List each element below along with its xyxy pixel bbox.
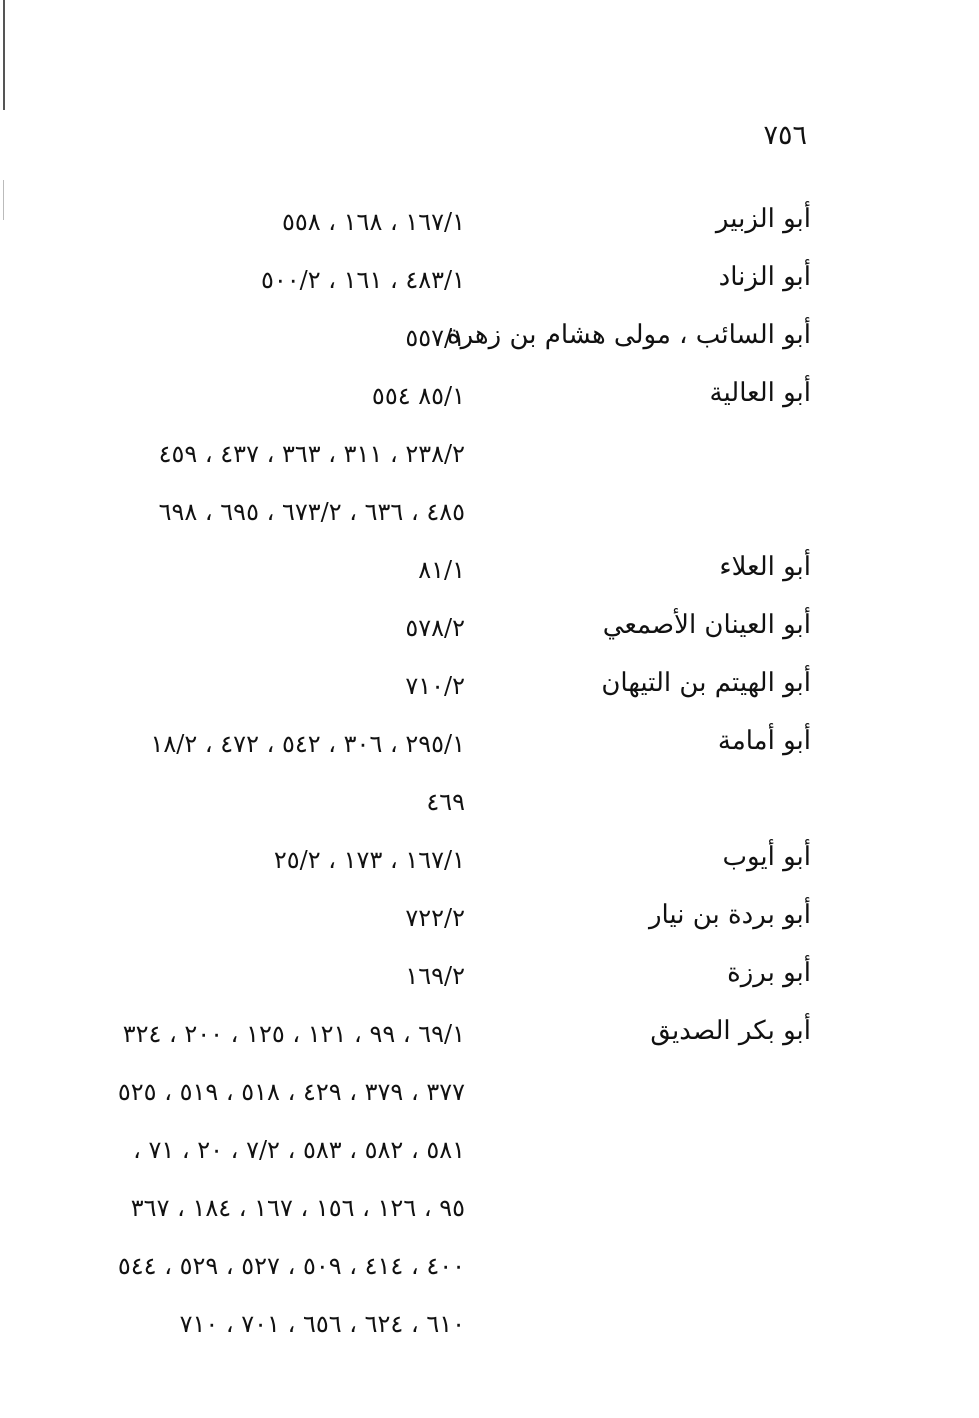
entry-name: أبو العالية	[709, 378, 811, 408]
entry-name: أبو بكر الصديق	[650, 1016, 811, 1046]
reference-line: ٨٥/١ ٥٥٤	[371, 382, 465, 410]
index-entry	[0, 1005, 979, 1353]
page-number: ٧٥٦	[763, 120, 807, 151]
reference-line: ٥٥٧/١	[405, 324, 465, 352]
reference-line: ٦١٠ ، ٦٢٤ ، ٦٥٦ ، ٧٠١ ، ٧١٠	[179, 1310, 465, 1338]
reference-line: ١٦٩/٢	[405, 962, 465, 990]
entry-references	[80, 193, 465, 251]
entry-references	[80, 715, 465, 831]
entry-name: أبو الهيتم بن التيهان	[601, 668, 811, 698]
reference-line: ٤٨٣/١ ، ١٦١ ، ٥٠٠/٢	[260, 266, 465, 294]
entry-name: أبو أيوب	[722, 842, 811, 872]
index-entry	[0, 367, 979, 425]
entry-references	[80, 889, 465, 947]
reference-line: ٢٣٨/٢ ، ٣١١ ، ٣٦٣ ، ٤٣٧ ، ٤٥٩	[158, 440, 465, 468]
index-entry	[0, 831, 979, 889]
reference-line: ٩٥ ، ١٢٦ ، ١٥٦ ، ١٦٧ ، ١٨٤ ، ٣٦٧	[130, 1194, 465, 1222]
entry-name: أبو العلاء	[719, 552, 811, 582]
reference-line: ٣٧٧ ، ٣٧٩ ، ٤٢٩ ، ٥١٨ ، ٥١٩ ، ٥٢٥	[117, 1078, 465, 1106]
scan-edge-mark	[3, 0, 5, 110]
entry-references	[80, 831, 465, 889]
entry-name: أبو الزبير	[715, 204, 811, 234]
entry-references	[80, 367, 465, 425]
reference-line: ١٦٧/١ ، ١٦٨ ، ٥٥٨	[281, 208, 465, 236]
entry-references	[80, 599, 465, 657]
index-entry	[0, 251, 979, 309]
index-entry	[0, 599, 979, 657]
entry-name: أبو بردة بن نيار	[648, 900, 811, 930]
index-entry	[0, 889, 979, 947]
reference-line: ٦٩/١ ، ٩٩ ، ١٢١ ، ١٢٥ ، ٢٠٠ ، ٣٢٤	[122, 1020, 465, 1048]
index-entry	[0, 309, 979, 367]
reference-line: ٧١٠/٢	[405, 672, 465, 700]
entry-name: أبو أمامة	[717, 726, 811, 756]
index-entry	[0, 425, 979, 541]
entry-references	[80, 541, 465, 599]
entry-name: أبو برزة	[727, 958, 811, 988]
entry-references	[80, 947, 465, 1005]
reference-line: ٤٠٠ ، ٤١٤ ، ٥٠٩ ، ٥٢٧ ، ٥٢٩ ، ٥٤٤	[117, 1252, 465, 1280]
reference-line: ٥٧٨/٢	[405, 614, 465, 642]
index-entry	[0, 715, 979, 831]
entry-references	[80, 425, 465, 541]
index-entry	[0, 541, 979, 599]
reference-line: ٧٢٢/٢	[405, 904, 465, 932]
entry-references	[80, 657, 465, 715]
reference-line: ٢٩٥/١ ، ٣٠٦ ، ٥٤٢ ، ٤٧٢ ، ١٨/٢	[150, 730, 465, 758]
entry-name: أبو العينان الأصمعي	[602, 610, 811, 640]
entry-references	[80, 309, 465, 367]
entry-name: أبو الزناد	[718, 262, 811, 292]
reference-line: ١٦٧/١ ، ١٧٣ ، ٢٥/٢	[273, 846, 465, 874]
index-entry	[0, 947, 979, 1005]
reference-line: ٥٨١ ، ٥٨٢ ، ٥٨٣ ، ٧/٢ ، ٢٠ ، ٧١ ،	[133, 1136, 465, 1164]
entry-references	[80, 1005, 465, 1353]
index-entry	[0, 193, 979, 251]
entry-name: أبو السائب ، مولى هشام بن زهرة	[446, 320, 811, 350]
reference-line: ٤٦٩	[426, 788, 465, 816]
reference-line: ٤٨٥ ، ٦٣٦ ، ٦٧٣/٢ ، ٦٩٥ ، ٦٩٨	[158, 498, 465, 526]
index-entry	[0, 657, 979, 715]
reference-line: ٨١/١	[418, 556, 465, 584]
entry-references	[80, 251, 465, 309]
